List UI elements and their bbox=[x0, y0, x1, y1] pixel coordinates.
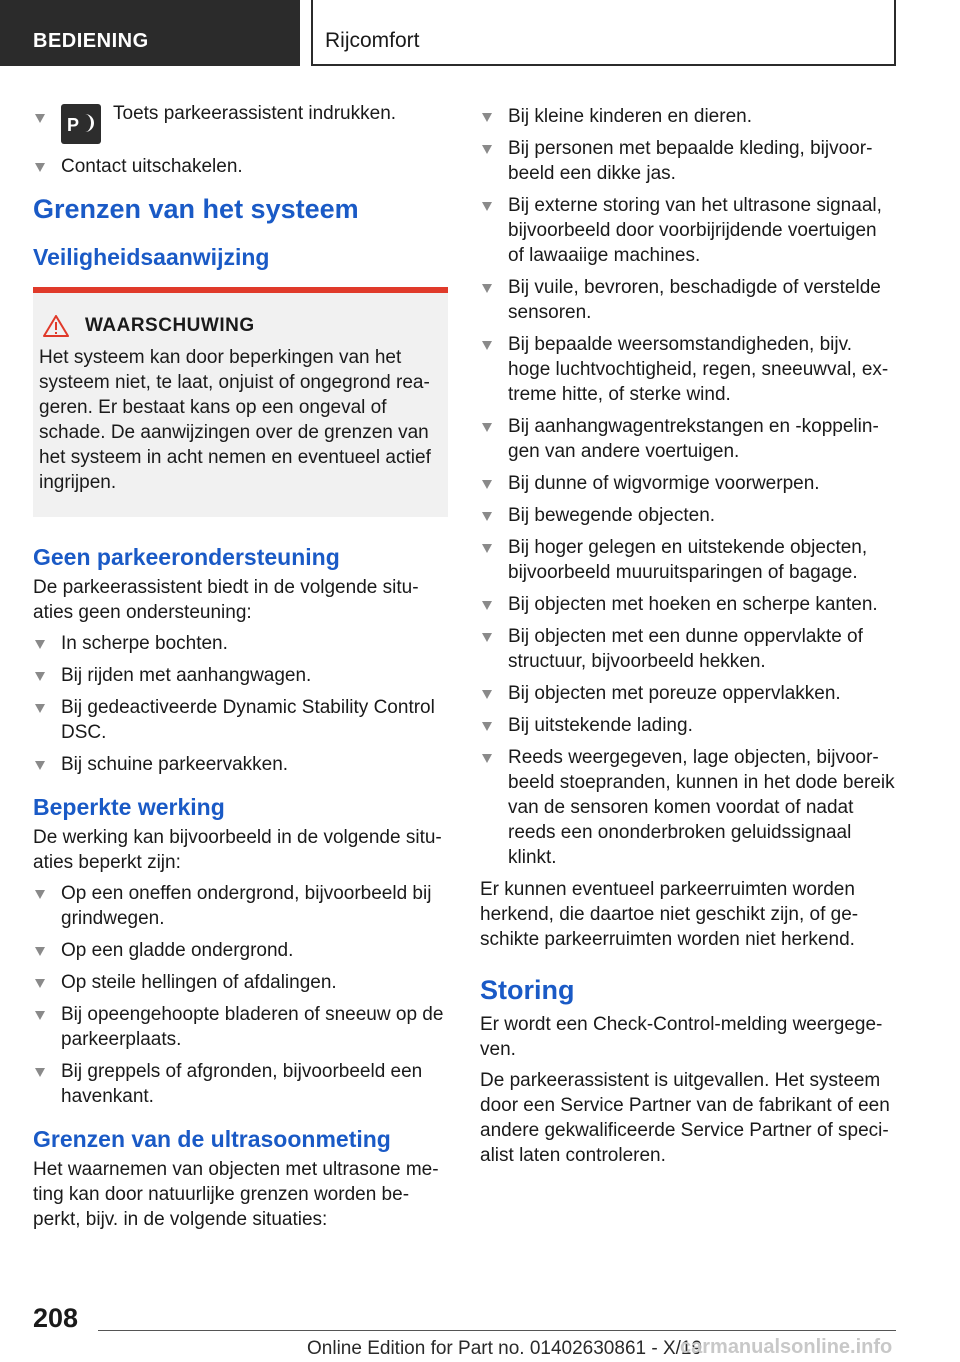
list-item bbox=[480, 275, 895, 325]
list-item bbox=[33, 695, 448, 745]
triangle-bullet-icon bbox=[482, 512, 492, 521]
step-text: Toets parkeerassistent indrukken. bbox=[113, 102, 397, 124]
list-item bbox=[480, 681, 895, 706]
warning-header bbox=[39, 315, 434, 337]
list-item bbox=[480, 136, 895, 186]
list-item bbox=[33, 154, 448, 179]
storing-paragraph-2: De parkeerassistent is uitgevallen. Het systeem door een Service Partner van de fabrikant of een andere gekwalificeerde Service Partner of specialist laten controleren. bbox=[480, 1070, 890, 1166]
header-chapter-tab bbox=[311, 0, 896, 66]
warning-title: WAARSCHUWING bbox=[85, 315, 255, 336]
header-chapter-label: Rijcomfort bbox=[325, 29, 420, 52]
triangle-bullet-icon bbox=[482, 633, 492, 642]
triangle-bullet-icon bbox=[482, 423, 492, 432]
footer-divider bbox=[98, 1330, 896, 1331]
triangle-bullet-icon bbox=[482, 722, 492, 731]
list-item-text: Bij objecten met een dunne oppervlakte of structuur, bijvoorbeeld hekken. bbox=[508, 626, 863, 672]
list-item bbox=[33, 1002, 448, 1052]
list-item-text: Bij kleine kinderen en dieren. bbox=[508, 106, 752, 127]
list-item-text: Op een gladde ondergrond. bbox=[61, 940, 294, 961]
limited-title: Beperkte werking bbox=[33, 794, 225, 820]
footer-edition: Online Edition for Part no. 01402630861 - X/19 bbox=[307, 1338, 703, 1359]
list-item bbox=[33, 102, 448, 144]
triangle-bullet-icon bbox=[482, 690, 492, 699]
list-item-text: In scherpe bochten. bbox=[61, 633, 228, 654]
limited-intro: De werking kan bijvoorbeeld in de volgende situaties beperkt zijn: bbox=[33, 827, 442, 873]
list-item bbox=[480, 332, 895, 407]
triangle-bullet-icon bbox=[482, 601, 492, 610]
list-item bbox=[33, 938, 448, 963]
list-item bbox=[480, 624, 895, 674]
list-item-text: Bij hoger gelegen en uitstekende objecten, bijvoorbeeld muuruitsparingen of bagage. bbox=[508, 537, 868, 583]
right-column bbox=[480, 104, 895, 1174]
warning-text: Het systeem kan door beperkingen van het systeem niet, te laat, onjuist of ongegrond reageren. Er bestaat kans op een ongeval of schade. De aanwijzingen over de grenzen van het systeem in acht nemen en eventueel actief ingrijpen. bbox=[39, 347, 431, 493]
list-item bbox=[480, 471, 895, 496]
triangle-bullet-icon bbox=[35, 163, 45, 172]
triangle-bullet-icon bbox=[35, 947, 45, 956]
triangle-bullet-icon bbox=[482, 480, 492, 489]
footer-watermark: carmanualsonline.info bbox=[680, 1336, 893, 1358]
list-item-text: Bij vuile, bevroren, beschadigde of verstelde sensoren. bbox=[508, 277, 881, 323]
triangle-bullet-icon bbox=[35, 761, 45, 770]
ultrasound-title: Grenzen van de ultrasoonmeting bbox=[33, 1126, 391, 1152]
section-title: Grenzen van het systeem bbox=[33, 194, 359, 224]
list-item-text: Bij opeengehoopte bladeren of sneeuw op de parkeerplaats. bbox=[61, 1004, 444, 1050]
list-item-text: Bij uitstekende lading. bbox=[508, 715, 693, 736]
list-item bbox=[480, 592, 895, 617]
ultrasound-list bbox=[480, 104, 895, 870]
list-item-text: Op steile hellingen of afdalingen. bbox=[61, 972, 337, 993]
list-item-text: Bij objecten met hoeken en scherpe kanten. bbox=[508, 594, 878, 615]
page-number: 208 bbox=[33, 1303, 79, 1333]
list-item-text: Bij externe storing van het ultrasone signaal, bijvoorbeeld door voorbijrijdende voertuigen of lawaaiige machines. bbox=[508, 195, 882, 266]
park-assist-button-icon bbox=[61, 104, 101, 144]
triangle-bullet-icon bbox=[482, 202, 492, 211]
triangle-bullet-icon bbox=[35, 890, 45, 899]
list-item bbox=[480, 745, 895, 870]
triangle-bullet-icon bbox=[482, 341, 492, 350]
no-support-intro: De parkeerassistent biedt in de volgende situaties geen ondersteuning: bbox=[33, 577, 419, 623]
no-support-list bbox=[33, 631, 448, 777]
list-item-text: Reeds weergegeven, lage objecten, bijvoorbeeld stoepranden, kunnen in het dode bereik van de sensoren komen voordat of nadat reeds een ononderbroken geluidssignaal klinkt. bbox=[508, 747, 895, 868]
triangle-bullet-icon bbox=[482, 754, 492, 763]
triangle-bullet-icon bbox=[482, 284, 492, 293]
triangle-bullet-icon bbox=[482, 145, 492, 154]
list-item-text: Bij objecten met poreuze oppervlakken. bbox=[508, 683, 841, 704]
storing-paragraph-1: Er wordt een Check-Control-melding weergegeven. bbox=[480, 1014, 883, 1060]
list-item-text: Bij personen met bepaalde kleding, bijvoorbeeld een dikke jas. bbox=[508, 138, 873, 184]
triangle-bullet-icon bbox=[35, 1011, 45, 1020]
list-item-text: Op een oneffen ondergrond, bijvoorbeeld bij grindwegen. bbox=[61, 883, 432, 929]
closing-paragraph: Er kunnen eventueel parkeerruimten worden herkend, die daartoe niet geschikt zijn, of geschikte parkeerruimten worden niet herkend. bbox=[480, 879, 859, 950]
step-list bbox=[33, 102, 448, 179]
list-item bbox=[480, 193, 895, 268]
list-item bbox=[480, 414, 895, 464]
list-item bbox=[33, 752, 448, 777]
list-item-text: Bij gedeactiveerde Dynamic Stability Control DSC. bbox=[61, 697, 435, 743]
list-item-text: Bij bewegende objecten. bbox=[508, 505, 716, 526]
safety-title: Veiligheidsaanwijzing bbox=[33, 244, 270, 270]
list-item-text: Bij dunne of wigvormige voorwerpen. bbox=[508, 473, 820, 494]
list-item bbox=[33, 970, 448, 995]
triangle-bullet-icon bbox=[482, 113, 492, 122]
list-item bbox=[33, 663, 448, 688]
triangle-bullet-icon bbox=[35, 979, 45, 988]
storing-title: Storing bbox=[480, 975, 575, 1005]
triangle-bullet-icon bbox=[35, 640, 45, 649]
no-support-title: Geen parkeerondersteuning bbox=[33, 544, 340, 570]
ultrasound-intro: Het waarnemen van objecten met ultrasone meting kan door natuurlijke grenzen worden beperkt, bijv. in de volgende situaties: bbox=[33, 1159, 439, 1230]
triangle-bullet-icon bbox=[35, 704, 45, 713]
list-item bbox=[480, 503, 895, 528]
list-item bbox=[33, 631, 448, 656]
header-section-tab bbox=[0, 0, 300, 66]
header-section-label: BEDIENING bbox=[33, 30, 149, 52]
list-item bbox=[480, 535, 895, 585]
list-item-text: Bij rijden met aanhangwagen. bbox=[61, 665, 312, 686]
step-text: Contact uitschakelen. bbox=[61, 156, 243, 177]
triangle-bullet-icon bbox=[482, 544, 492, 553]
warning-box bbox=[33, 287, 448, 517]
limited-list bbox=[33, 881, 448, 1109]
left-column bbox=[33, 102, 448, 1238]
list-item-text: Bij schuine parkeervakken. bbox=[61, 754, 289, 775]
list-item bbox=[33, 881, 448, 931]
list-item-text: Bij bepaalde weersomstandigheden, bijv. hoge luchtvochtigheid, regen, sneeuwval, extreme hitte, of sterke wind. bbox=[508, 334, 889, 405]
triangle-bullet-icon bbox=[35, 1068, 45, 1077]
list-item-text: Bij aanhangwagentrekstangen en -koppelingen van andere voertuigen. bbox=[508, 416, 879, 462]
triangle-bullet-icon bbox=[35, 114, 45, 123]
triangle-bullet-icon bbox=[35, 672, 45, 681]
list-item bbox=[480, 104, 895, 129]
list-item-text: Bij greppels of afgronden, bijvoorbeeld een havenkant. bbox=[61, 1061, 423, 1107]
list-item bbox=[33, 1059, 448, 1109]
warning-triangle-icon bbox=[43, 315, 69, 337]
list-item bbox=[480, 713, 895, 738]
